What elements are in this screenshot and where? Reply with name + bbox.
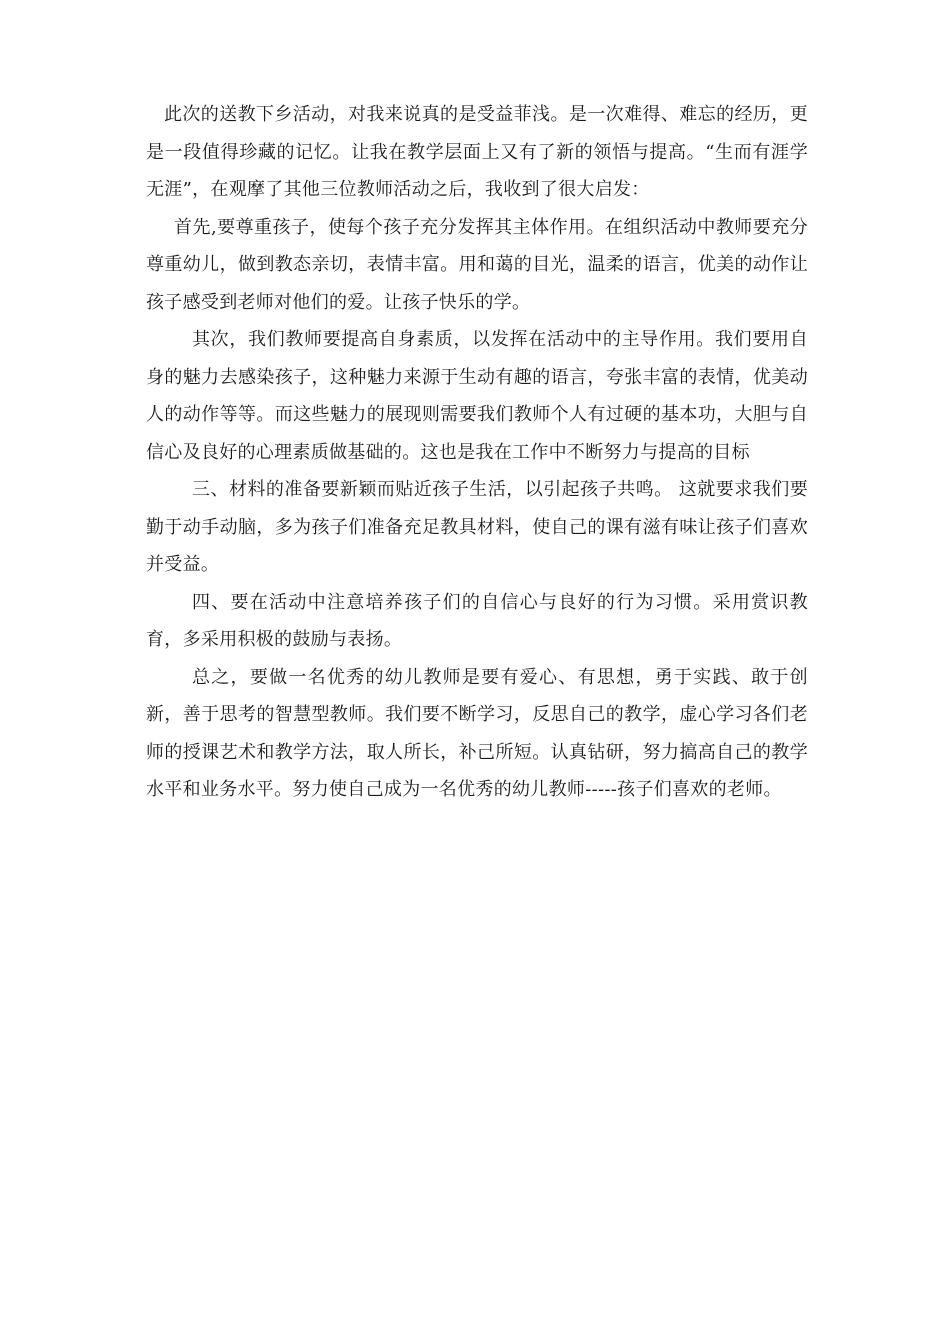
paragraph-third-point: 三、材料的准备要新颖而贴近孩子生活，以引起孩子共鸣。 这就要求我们要勤于动手动脑，多为孩子们准备充足教具材料，使自己的课有滋有味让孩子们喜欢并受益。	[146, 479, 808, 575]
document-body	[146, 96, 808, 809]
paragraph-fourth-point: 四、要在活动中注意培养孩子们的自信心与良好的行为习惯。采用赏识教育，多采用积极的鼓励与表扬。	[146, 591, 808, 650]
paragraph-first-point: 首先,要尊重孩子，使每个孩子充分发挥其主体作用。在组织活动中教师要充分尊重幼儿，做到教态亲切，表情丰富。用和蔼的目光，温柔的语言，优美的动作让孩子感受到老师对他们的爱。让孩子快乐的学。	[146, 216, 808, 313]
paragraph-intro: 此次的送教下乡活动，对我来说真的是受益菲浅。是一次难得、难忘的经历，更是一段值得珍藏的记忆。让我在教学层面上又有了新的领悟与提高。“生而有涯学无涯”，在观摩了其他三位教师活动之后，我收到了很大启发：	[146, 104, 808, 200]
paragraph-second-point: 其次，我们教师要提高自身素质，以发挥在活动中的主导作用。我们要用自身的魅力去感染孩子，这种魅力来源于生动有趣的语言，夸张丰富的表情，优美动人的动作等等。而这些魅力的展现则需要我们教师个人有过硬的基本功，大胆与自信心及良好的心理素质做基础的。这也是我在工作中不断努力与提高的目标	[146, 329, 808, 463]
paragraph-conclusion: 总之，要做一名优秀的幼儿教师是要有爱心、有思想，勇于实践、敢于创新，善于思考的智慧型教师。我们要不断学习，反思自己的教学，虚心学习各们老师的授课艺术和教学方法，取人所长，补己所短。认真钻研，努力搞高自己的教学水平和业务水平。努力使自己成为一名优秀的幼儿教师-----孩子们喜欢的老师。	[146, 666, 808, 800]
